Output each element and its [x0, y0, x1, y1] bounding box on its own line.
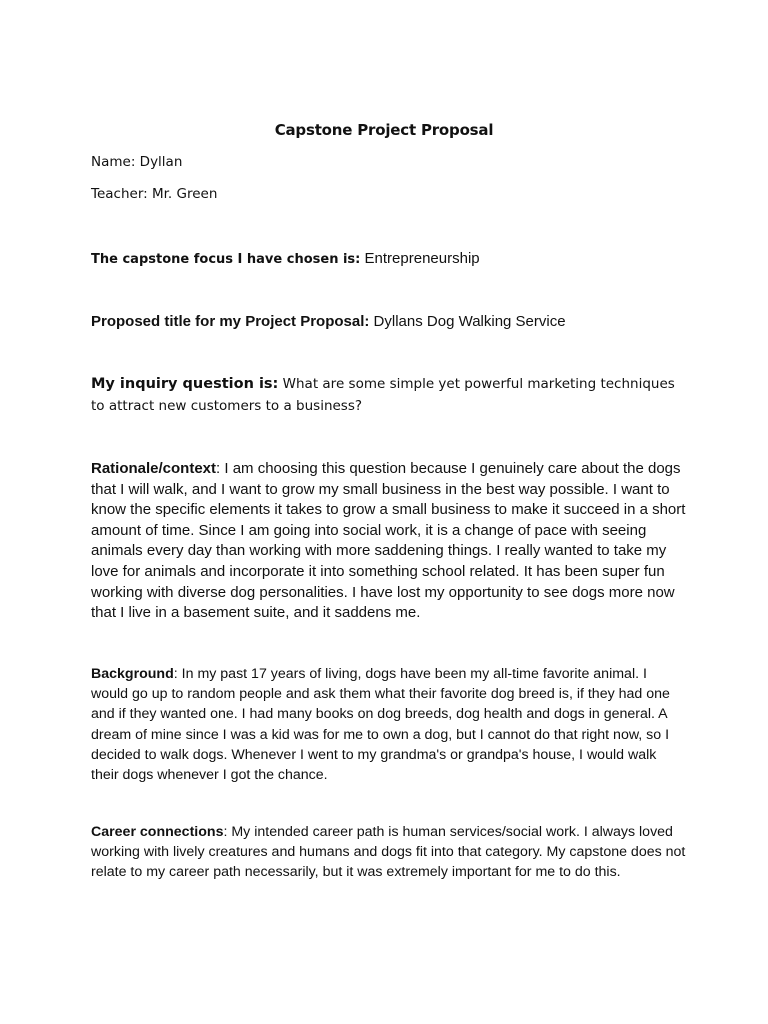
career-connections-paragraph	[91, 822, 686, 883]
rationale-text: : I am choosing this question because I genuinely care about the dogs that I will walk, and I want to grow my small business in the best way possible. I want to know the specific elements it takes to grow a small business to make it succeed in a short amount of time. Since I am going into social work, it is a change of pace with seeing animals every day than working with more saddening things. I really wanted to take my love for animals and incorporate it into something school related. It has been super fun working with diverse dog personalities. I have lost my opportunity to see dogs more now that I live in a basement suite, and it saddens me.	[91, 460, 686, 622]
rationale-label: Rationale/context	[91, 460, 217, 477]
capstone-focus-label: The capstone focus I have chosen is:	[91, 252, 361, 267]
capstone-focus-value: Entrepreneurship	[360, 250, 480, 267]
inquiry-question-label: My inquiry question is:	[91, 376, 279, 392]
background-text: : In my past 17 years of living, dogs have been my all-time favorite animal. I would go up to random people and ask them what their favorite dog breed is, if they had one and if they wanted one. I had many books on dog breeds, dog health and dogs in general. A dream of mine since I was a kid was for me to own a dog, but I cannot do that right now, so I decided to walk dogs. Whenever I went to my grandma's or grandpa's house, I would walk their dogs whenever I got the chance.	[91, 666, 670, 784]
inquiry-question-text: What are some simple yet powerful marketing techniques to attract new customers to a business?	[91, 376, 675, 414]
proposed-title-label: Proposed title for my Project Proposal:	[91, 313, 370, 330]
career-connections-label: Career connections	[91, 824, 224, 840]
rationale-paragraph	[91, 459, 686, 624]
career-connections-text: : My intended career path is human services/social work. I always loved working with lively creatures and humans and dogs fit into that category. My capstone does not relate to my career path necessarily, but it was extremely important for me to do this.	[91, 824, 686, 881]
background-label: Background	[91, 666, 174, 682]
inquiry-question	[91, 373, 691, 417]
proposed-title-line	[91, 312, 691, 332]
name-line: Name: Dyllan	[91, 154, 183, 170]
teacher-line: Teacher: Mr. Green	[91, 186, 218, 202]
capstone-focus-line	[91, 249, 691, 270]
background-paragraph	[91, 664, 686, 785]
proposed-title-value: Dyllans Dog Walking Service	[369, 313, 566, 330]
document-title: Capstone Project Proposal	[274, 121, 494, 139]
